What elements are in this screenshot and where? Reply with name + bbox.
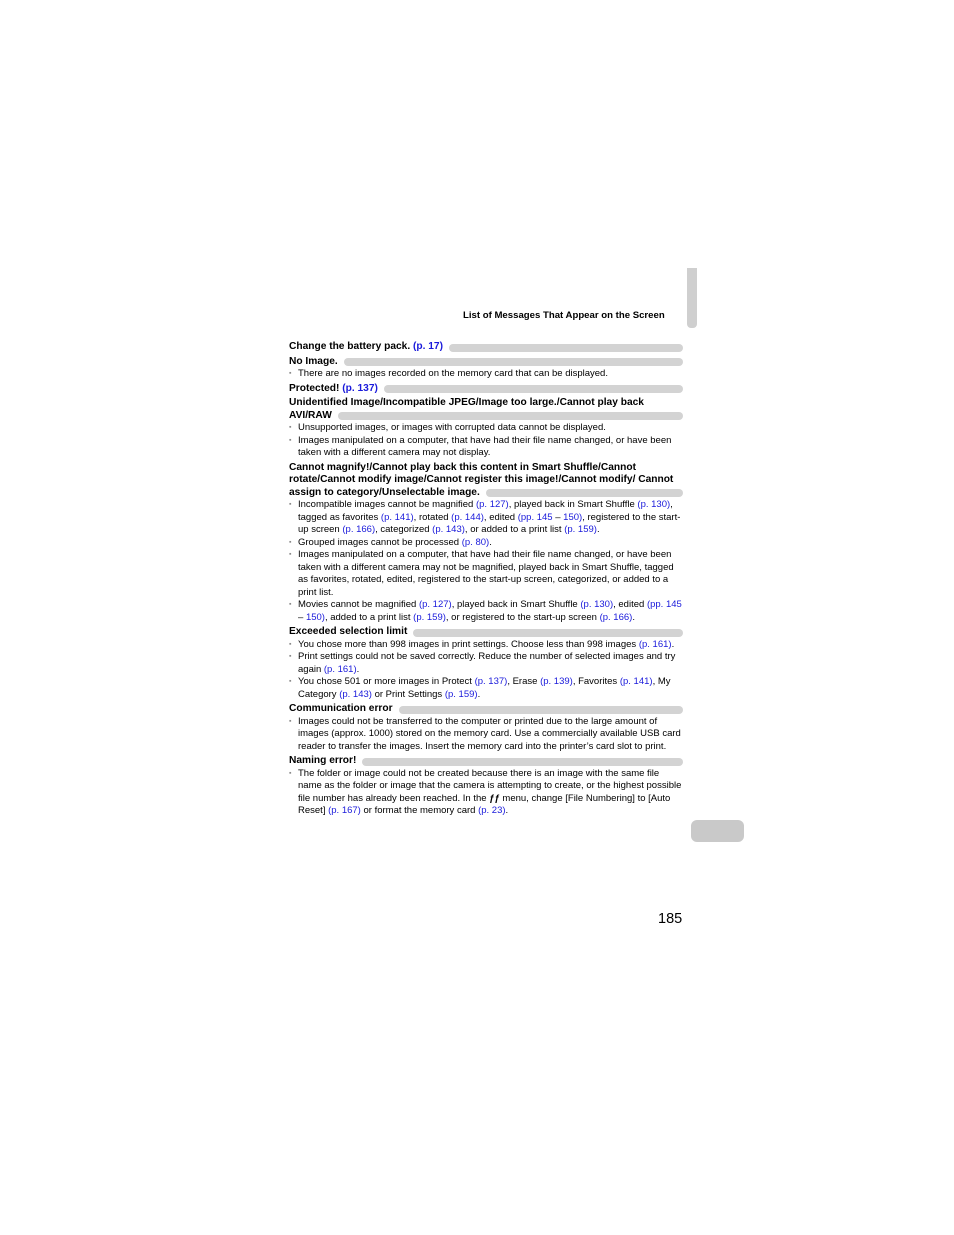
- text-run: , or registered to the start-up screen: [445, 611, 600, 623]
- message-section: [289, 356, 683, 381]
- bullet-list: [289, 368, 683, 381]
- page-reference-link[interactable]: (p. 167): [328, 805, 361, 816]
- message-heading: [289, 341, 683, 354]
- text-run: Communication error: [289, 703, 393, 714]
- text-run: Images could not be transferred to the computer or printed due to the large amount of images (approx. 1000) stored on the memory card. Use a commercially available USB card reader to transfer the images. Insert the memory card into the printer’s card slot to print.: [298, 715, 681, 752]
- page-reference-link[interactable]: 150): [305, 611, 325, 623]
- text-run: , edited: [613, 599, 647, 610]
- bullet-list: [289, 499, 683, 624]
- page-reference-link[interactable]: (p. 127): [475, 499, 509, 510]
- list-item: [289, 435, 683, 460]
- text-run: , registered to the start-up screen: [298, 511, 681, 535]
- page-reference-link[interactable]: (p. 137): [342, 382, 378, 394]
- list-item: [289, 768, 683, 818]
- page-reference-link[interactable]: (p. 23): [478, 805, 506, 816]
- list-item: [289, 499, 683, 537]
- list-item: [289, 651, 683, 676]
- message-heading: [289, 383, 683, 396]
- page-reference-link[interactable]: (p. 17): [412, 341, 443, 352]
- text-run: , tagged as favorites: [298, 499, 673, 523]
- page-reference-link[interactable]: (p. 161): [323, 663, 357, 675]
- bullet-list: [289, 716, 683, 754]
- page-reference-link[interactable]: (pp. 145: [646, 599, 682, 610]
- page-reference-link[interactable]: (p. 161): [638, 638, 672, 650]
- text-run: No Image.: [289, 355, 338, 367]
- text-run: .: [671, 638, 675, 650]
- message-section: [289, 462, 683, 625]
- heading-rule: [486, 489, 683, 497]
- page-reference-link[interactable]: (p. 166): [599, 611, 633, 623]
- text-run: You chose more than 998 images in print settings. Choose less than 998 images: [298, 638, 639, 650]
- text-run: –: [298, 611, 306, 623]
- chapter-side-tab: [687, 268, 697, 328]
- page-reference-link[interactable]: (p. 130): [637, 499, 671, 510]
- text-run: or format the memory card: [360, 805, 479, 816]
- list-item: [289, 537, 683, 550]
- page-reference-link[interactable]: (p. 80): [461, 536, 490, 548]
- text-run: , categorized: [375, 524, 433, 535]
- message-heading: [289, 626, 683, 639]
- text-run: , added to a print list: [324, 611, 414, 623]
- message-heading: [289, 755, 683, 768]
- text-run: , My Category: [298, 676, 671, 700]
- text-run: .: [596, 524, 600, 535]
- list-item: [289, 549, 683, 599]
- bullet-list: [289, 422, 683, 460]
- page-reference-link[interactable]: (p. 159): [413, 611, 446, 623]
- page-reference-link[interactable]: (p. 143): [432, 524, 465, 535]
- list-item: [289, 422, 683, 435]
- text-run: , rotated: [413, 511, 452, 523]
- text-run: You chose 501 or more images in Protect: [298, 676, 475, 687]
- message-section: [289, 703, 683, 753]
- text-run: Naming error!: [289, 755, 357, 766]
- list-item: [289, 716, 683, 754]
- list-item: [289, 599, 683, 624]
- message-section: [289, 341, 683, 354]
- heading-rule: [338, 412, 683, 420]
- page-reference-link[interactable]: (p. 137): [474, 676, 508, 687]
- message-section: [289, 397, 683, 460]
- running-head: List of Messages That Appear on the Screen: [463, 310, 665, 321]
- message-list: [289, 339, 683, 819]
- text-run: Grouped images cannot be processed: [298, 536, 462, 548]
- message-section: [289, 755, 683, 818]
- page-reference-link[interactable]: 150): [563, 511, 583, 523]
- page-reference-link[interactable]: (p. 141): [619, 676, 653, 687]
- text-run: Exceeded selection limit: [289, 626, 408, 637]
- text-run: , played back in Smart Shuffle: [451, 599, 581, 610]
- bullet-list: [289, 639, 683, 702]
- text-run: , played back in Smart Shuffle: [508, 499, 638, 510]
- page-reference-link[interactable]: (p. 130): [580, 599, 614, 610]
- page-reference-link[interactable]: (p. 159): [444, 688, 478, 700]
- message-heading: [289, 397, 683, 422]
- page-reference-link[interactable]: (p. 141): [380, 511, 414, 523]
- list-item: [289, 639, 683, 652]
- settings-tools-icon: ƒƒ: [489, 792, 500, 804]
- text-run: Movies cannot be magnified: [298, 599, 419, 610]
- text-run: , or added to a print list: [464, 524, 565, 535]
- message-section: [289, 626, 683, 701]
- text-run: , edited: [483, 511, 518, 523]
- page-reference-link[interactable]: (p. 166): [342, 524, 376, 535]
- heading-rule: [384, 385, 683, 393]
- list-item: [289, 676, 683, 701]
- text-run: Images manipulated on a computer, that have had their file name changed, or have been taken with a different camera may not be magnified, played back in Smart Shuffle, tagged as favorites, rotated, edited, registered to the start-up screen, categorized, or added to a print list.: [298, 549, 674, 598]
- thumb-index-tab: [691, 820, 744, 842]
- bullet-list: [289, 768, 683, 818]
- text-run: .: [356, 663, 360, 675]
- text-run: Change the battery pack.: [289, 341, 413, 352]
- heading-rule: [362, 758, 683, 766]
- page-reference-link[interactable]: (p. 143): [339, 688, 372, 700]
- page-reference-link[interactable]: (p. 127): [418, 599, 452, 610]
- text-run: Incompatible images cannot be magnified: [298, 499, 476, 510]
- message-heading: [289, 356, 683, 369]
- message-section: [289, 383, 683, 396]
- text-run: , Erase: [507, 676, 541, 687]
- text-run: menu, change [File Numbering] to [Auto Reset]: [298, 792, 671, 816]
- list-item: [289, 368, 683, 381]
- text-run: or Print Settings: [371, 688, 445, 700]
- page-number: 185: [658, 911, 683, 927]
- text-run: There are no images recorded on the memory card that can be displayed.: [298, 368, 608, 379]
- text-run: .: [489, 536, 492, 548]
- page-reference-link[interactable]: (p. 144): [451, 511, 484, 523]
- text-run: –: [552, 511, 564, 523]
- message-heading: [289, 703, 683, 716]
- text-run: Print settings could not be saved correctly. Reduce the number of selected images and try again: [298, 651, 676, 675]
- text-run: .: [505, 805, 509, 816]
- text-run: Images manipulated on a computer, that have had their file name changed, or have been taken with a different camera may not display.: [298, 434, 672, 458]
- text-run: The folder or image could not be created because there is an image with the same file name as the folder or image that the camera is attempting to create, or the highest possible file number has already been reached. In the: [298, 767, 682, 804]
- page-reference-link[interactable]: (p. 159): [564, 524, 597, 535]
- text-run: Unidentified Image/Incompatible JPEG/Image too large./Cannot play back AVI/RAW: [289, 397, 644, 421]
- text-run: , Favorites: [572, 676, 620, 687]
- text-run: .: [632, 611, 635, 623]
- heading-rule: [344, 358, 683, 366]
- text-run: Protected!: [289, 382, 343, 394]
- text-run: Unsupported images, or images with corrupted data cannot be displayed.: [298, 422, 606, 433]
- heading-rule: [399, 706, 683, 714]
- text-run: Cannot magnify!/Cannot play back this content in Smart Shuffle/Cannot rotate/Cannot modify image/Cannot register this image!/Cannot modify/ Cannot assign to category/Unselectable image.: [289, 461, 674, 498]
- text-run: .: [477, 688, 481, 700]
- message-heading: [289, 462, 683, 500]
- page-reference-link[interactable]: (pp. 145: [517, 511, 553, 523]
- heading-rule: [449, 344, 683, 352]
- page-reference-link[interactable]: (p. 139): [540, 676, 573, 687]
- heading-rule: [413, 629, 683, 637]
